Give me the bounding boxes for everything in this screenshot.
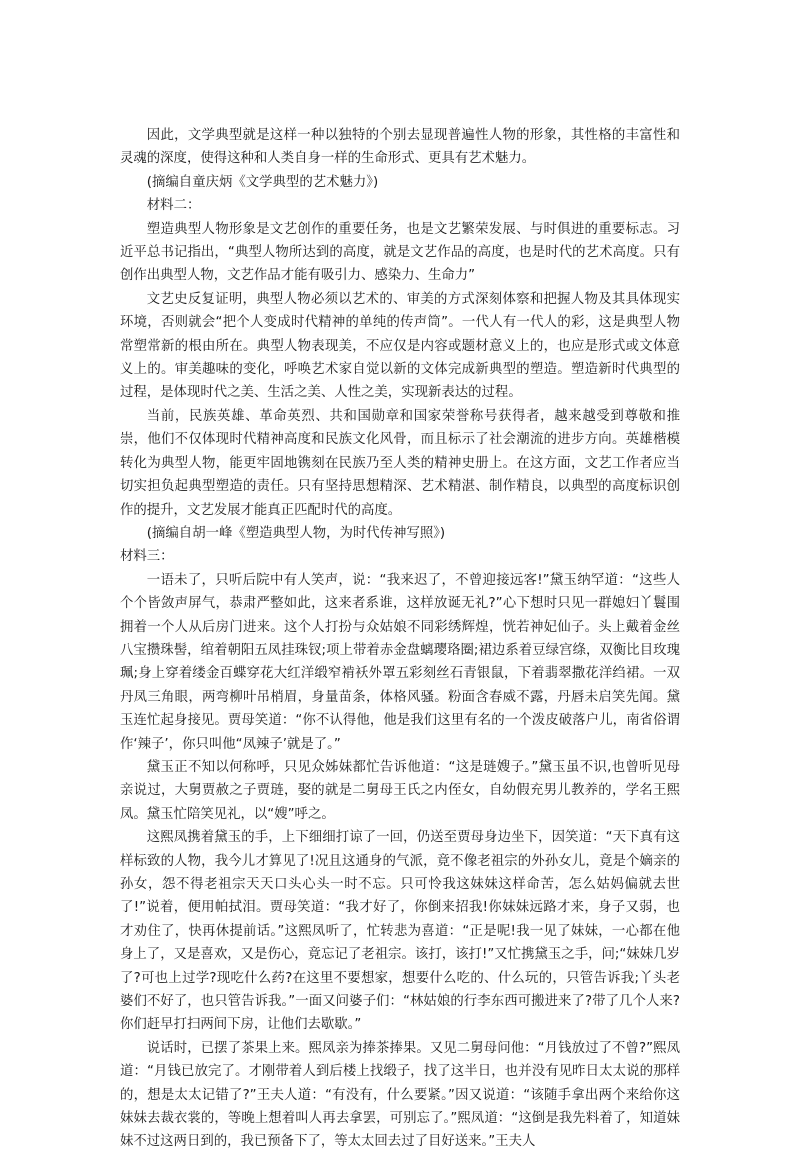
material1-source: (摘编自童庆炳《文学典型的艺术魅力》) (146, 174, 379, 190)
material2-paragraph-2: 文艺史反复证明，典型人物必须以艺术的、审美的方式深刻体察和把握人物及其具体现实环境，否则就会“把个人变成时代精神的单纯的传声筒”。一代人有一代人的彩，这是典型人物常塑常新的根由所在。典型人物表现美，不应仅是内容或题材意义上的，也应是形式或文体意义上的。审美趣味的变化，呼唤艺术家自觉以新的文体完成新典型的塑造。塑造新时代典型的过程，是体现时代之美、生活之美、人性之美，实现新表达的过程。 (120, 291, 680, 401)
material3-paragraph-3: 这熙凤携着黛玉的手，上下细细打谅了一回，仍送至贾母身边坐下，因笑道：“天下真有这样标致的人物，我今儿才算见了!况且这通身的气派，竟不像老祖宗的外孙女儿，竟是个嫡亲的孙女，怨不得老祖宗天天口头心头一时不忘。只可怜我这妹妹这样命苦，怎么姑妈偏就去世了!”说着，便用帕拭泪。贾母笑道：“我才好了，你倒来招我!你妹妹远路才来，身子又弱，也才劝住了，快再休提前话。”这熙凤听了，忙转悲为喜道：“正是呢!我一见了妹妹，一心都在他身上了，又是喜欢，又是伤心，竟忘记了老祖宗。该打，该打!”又忙携黛玉之手，问;“妹妹几岁了?可也上过学?现吃什么药?在这里不要想家，想要什么吃的、什么玩的，只管告诉我;丫头老婆们不好了，也只管告诉我。”一面又问婆子们：“林姑娘的行李东西可搬进来了?带了几个人来?你们赶早打扫两间下房，让他们去歇歇。” (120, 830, 680, 1033)
material3-paragraph-2: 黛玉正不知以何称呼，只见众姊妹都忙告诉他道：“这是琏嫂子。”黛玉虽不识,也曾听见母亲说过，大舅贾赦之子贾琏，娶的就是二舅母王氏之内侄女，自幼假充男儿教养的，学名王熙凤。黛玉忙陪笑见礼，以“嫂”呼之。 (120, 759, 680, 822)
material3-paragraph-1: 一语未了，只听后院中有人笑声，说：“我来迟了，不曾迎接远客!”黛玉纳罕道：“这些人个个皆敛声屏气，恭肃严整如此，这来者系谁，这样放诞无礼?”心下想时只见一群媳妇丫鬟围拥着一个人从后房门进来。这个人打扮与众姑娘不同彩绣辉煌，恍若神妃仙子。头上戴着金丝八宝攒珠髻，绾着朝阳五凤挂珠钗;项上带着赤金盘螭璎珞圈;裙边系着豆绿宫绦，双衡比目玫瑰珮;身上穿着缕金百蝶穿花大红洋缎窄褃袄外罩五彩刻丝石青银鼠，下着翡翠撒花洋绉裙。一双丹凤三角眼，两弯柳叶吊梢眉，身量苗条，体格风骚。粉面含春威不露，丹唇未启笑先闻。黛玉连忙起身接见。贾母笑道：“你不认得他，他是我们这里有名的一个泼皮破落户儿，南省俗谓作‘辣子’，你只叫他“凤辣子’就是了。” (120, 572, 680, 752)
material2-heading: 材料二： (146, 198, 201, 214)
material3-heading: 材料三： (120, 549, 174, 565)
material2-paragraph-1: 塑造典型人物形象是文艺创作的重要任务，也是文艺繁荣发展、与时俱进的重要标志。习近平总书记指出，“典型人物所达到的高度，就是文艺作品的高度，也是时代的艺术高度。只有创作出典型人物，文艺作品才能有吸引力、感染力、生命力” (120, 221, 680, 284)
material2-source: (摘编自胡一峰《塑造典型人物，为时代传神写照》) (146, 525, 446, 541)
document-page (120, 124, 680, 1154)
material3-paragraph-4: 说话时，已摆了茶果上来。熙凤亲为捧茶捧果。又见二舅母问他：“月钱放过了不曾?”熙凤道：“月钱已放完了。才刚带着人到后楼上找缎子，找了这半日，也并没有见昨日太太说的那样的，想是太太记错了?”王夫人道：“有没有，什么要紧。”因又说道：“该随手拿出两个来给你这妹妹去裁衣裳的，等晚上想着叫人再去拿罢，可别忘了。”熙凤道：“这倒是我先料着了，知道妹妹不过这两日到的，我已预备下了，等太太回去过了目好送来。”王夫人 (120, 1040, 680, 1150)
material1-paragraph-1: 因此，文学典型就是这样一种以独特的个别去显现普遍性人物的形象，其性格的丰富性和灵魂的深度，使得这种和人类自身一样的生命形式、更具有艺术魅力。 (120, 128, 680, 167)
material2-paragraph-3: 当前，民族英雄、革命英烈、共和国勋章和国家荣誉称号获得者，越来越受到尊敬和推崇，他们不仅体现时代精神高度和民族文化风骨，而且标示了社会潮流的进步方向。英雄楷模转化为典型人物，能更牢固地镌刻在民族乃至人类的精神史册上。在这方面，文艺工作者应当切实担负起典型塑造的责任。只有坚持思想精深、艺术精湛、制作精良，以典型的高度标识创作的提升，文艺发展才能真正匹配时代的高度。 (120, 408, 680, 518)
